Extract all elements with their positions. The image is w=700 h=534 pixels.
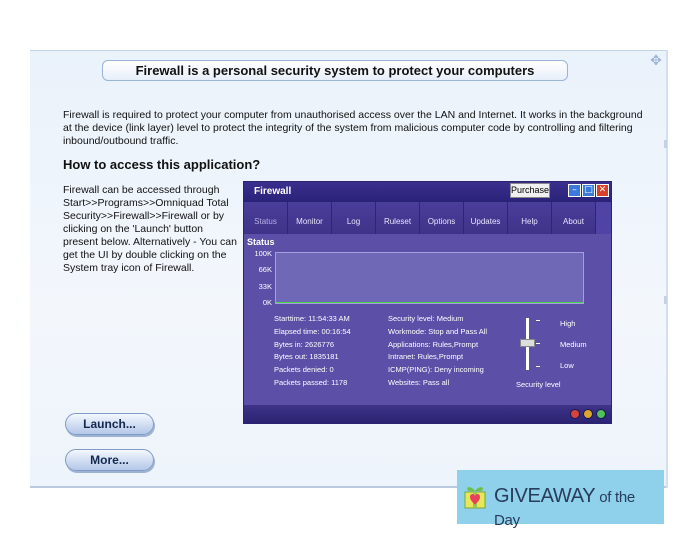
level-high: High [560, 319, 576, 328]
tab-options[interactable]: Options [420, 202, 464, 234]
setting-websites: Websites: Pass all [388, 377, 450, 387]
close-icon[interactable]: ✕ [596, 184, 609, 197]
tab-help[interactable]: Help [508, 202, 552, 234]
setting-workmode: Workmode: Stop and Pass All [388, 326, 488, 336]
move-icon[interactable]: ✥ [650, 53, 662, 69]
giveaway-badge[interactable] [457, 470, 664, 529]
more-button[interactable]: More... [65, 449, 154, 471]
slider-tick [536, 366, 540, 367]
tab-updates[interactable]: Updates [464, 202, 508, 234]
stat-packets-passed: Packets passed: 1178 [274, 377, 348, 387]
intro-paragraph: Firewall is required to protect your computer from unauthorised access over the LAN and Internet. It works in the background at the device (link layer) level to protect the integrity of the system from malicious computer code by controlling and filtering inbound/outbound traffic. [63, 109, 643, 147]
slider-tick [536, 320, 540, 321]
access-instructions: Firewall can be accessed through Start>>Programs>>Omniquad Total Security>>Firewall>>Firewall or by clicking on the 'Launch' button present below. Alternatively - You can get the UI by double clicking on the System tray icon of Firewall. [63, 184, 237, 274]
axis-label: 66K [258, 265, 272, 274]
stat-bytes-in: Bytes in: 2626776 [274, 339, 335, 349]
tab-log[interactable]: Log [332, 202, 376, 234]
stats-list [274, 313, 351, 390]
scroll-mark [664, 140, 667, 148]
setting-icmp: ICMP(PING): Deny incoming [388, 365, 484, 375]
purchase-button[interactable]: Purchase [510, 183, 550, 198]
red-dot-icon[interactable] [570, 409, 580, 419]
green-dot-icon[interactable] [596, 409, 606, 419]
setting-security-level: Security level: Medium [388, 314, 464, 323]
stat-elapsed: Elapsed time: 00:16:54 [274, 326, 351, 336]
slider-tick [536, 343, 540, 344]
yellow-dot-icon[interactable] [583, 409, 593, 419]
tab-status[interactable]: Status [244, 202, 288, 234]
minimize-icon[interactable]: – [568, 184, 581, 197]
app-title: Firewall [254, 186, 292, 197]
app-titlebar [244, 182, 611, 202]
app-footer [244, 405, 611, 423]
stat-bytes-out: Bytes out: 1835181 [274, 352, 339, 362]
gift-heart-icon [462, 482, 488, 510]
tab-filler [596, 202, 611, 234]
stat-starttime: Starttime: 11:54:33 AM [274, 314, 350, 323]
security-slider-thumb[interactable] [520, 339, 535, 347]
setting-intranet: Intranet: Rules,Prompt [388, 352, 464, 362]
level-medium: Medium [560, 340, 587, 349]
level-low: Low [560, 361, 574, 370]
axis-label: 100K [254, 249, 272, 258]
security-level-label: Security level [516, 380, 561, 389]
settings-list [388, 313, 487, 390]
maximize-icon[interactable]: □ [582, 184, 595, 197]
firewall-app-screenshot [243, 181, 612, 424]
setting-applications: Applications: Rules,Prompt [388, 339, 479, 349]
status-label: Status [247, 237, 275, 247]
axis-label: 0K [262, 298, 272, 307]
app-tabs [244, 202, 611, 234]
section-heading: How to access this application? [63, 157, 261, 172]
tab-about[interactable]: About [552, 202, 596, 234]
axis-label: 33K [258, 282, 272, 291]
giveaway-suffix: of the Day [494, 489, 635, 529]
stat-packets-denied: Packets denied: 0 [274, 365, 334, 375]
tab-ruleset[interactable]: Ruleset [376, 202, 420, 234]
tab-monitor[interactable]: Monitor [288, 202, 332, 234]
giveaway-main: GIVEAWAY [494, 485, 596, 507]
giveaway-logo-text [494, 485, 664, 531]
scroll-mark [664, 296, 667, 304]
traffic-line [276, 302, 583, 303]
traffic-graph [275, 252, 584, 304]
page-title: Firewall is a personal security system to protect your computers [102, 60, 568, 81]
launch-button[interactable]: Launch... [65, 413, 154, 435]
panel-scrollbar[interactable] [666, 50, 668, 488]
